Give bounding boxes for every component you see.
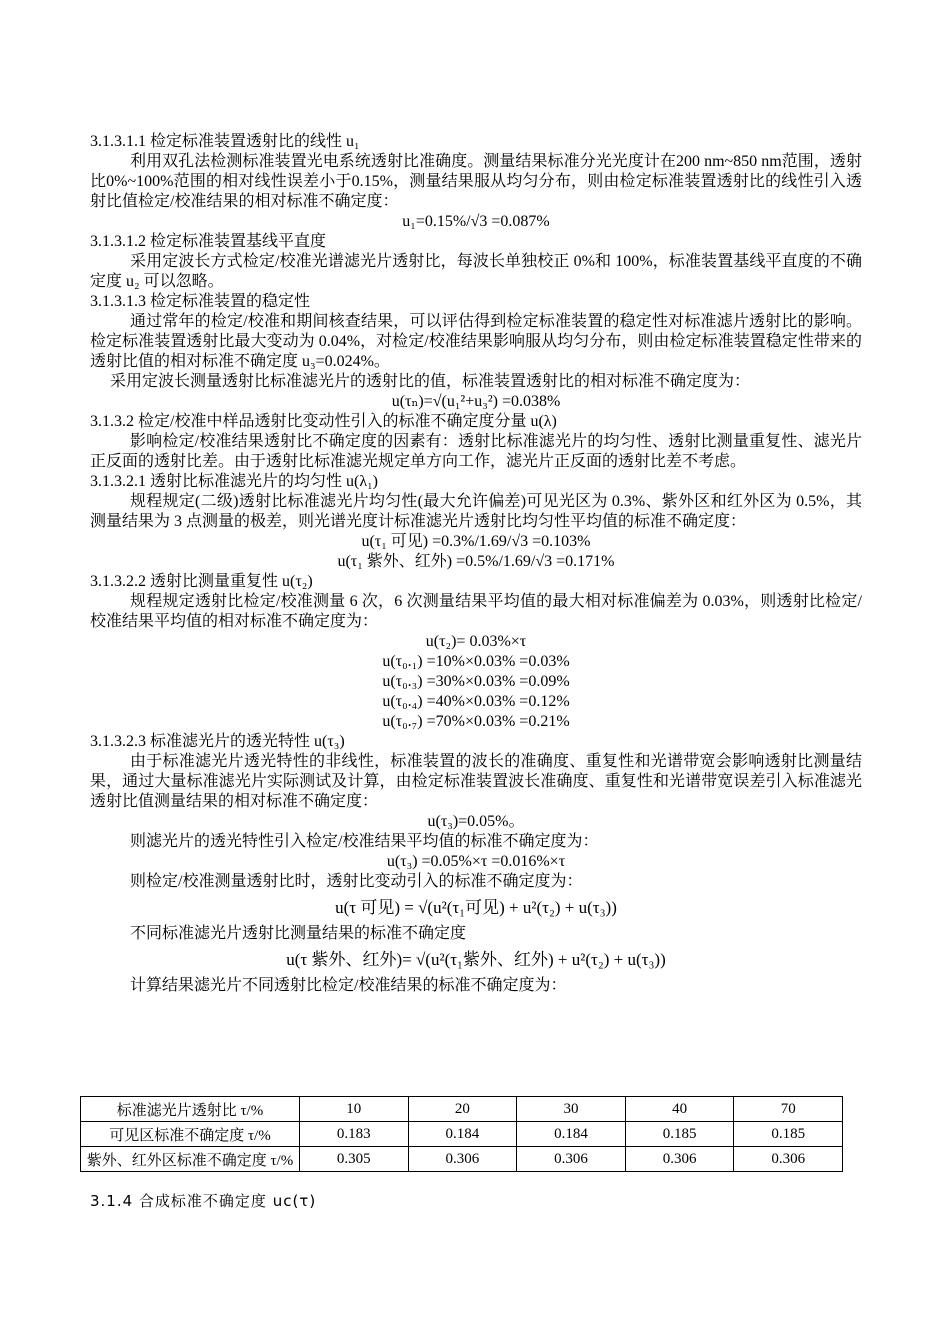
table-cell: 10 (300, 1097, 409, 1122)
uncertainty-table (80, 1096, 843, 1172)
formula-u-tau-0-3: u(τ₀.₃) =30%×0.03% =0.09% (382, 673, 570, 690)
heading-3-1-3-1-1: 3.1.3.1.1 检定标准装置透射比的线性 u₁ (90, 133, 360, 150)
table-row (81, 1122, 843, 1147)
table-cell: 70 (734, 1097, 843, 1122)
table-cell: 0.306 (734, 1147, 843, 1172)
paragraph-repeatability: 规程规定透射比检定/校准测量 6 次，6 次测量结果平均值的最大相对标准偏差为 0.03%，则透射比检定/校准结果平均值的相对标准不确定度为： (90, 593, 862, 630)
paragraph-filter-property: 则滤光片的透光特性引入检定/校准结果平均值的标准不确定度为： (130, 833, 599, 850)
table-cell: 0.185 (734, 1122, 843, 1147)
table-row (81, 1097, 843, 1122)
paragraph-uniformity: 规程规定(二级)透射比标准滤光片均匀性(最大允许偏差)可见光区为 0.3%、紫外区和红外区为 0.5%，其测量结果为 3 点测量的极差，则光谱光度计标准滤光片透射比均匀性平均值的标准不确定度： (90, 493, 862, 530)
paragraph-variation: 则检定/校准测量透射比时，透射比变动引入的标准不确定度为： (130, 873, 583, 890)
paragraph-results: 计算结果滤光片不同透射比检定/校准结果的标准不确定度为： (130, 977, 567, 994)
paragraph-different-filters: 不同标准滤光片透射比测量结果的标准不确定度 (130, 925, 467, 942)
formula-u-tau3-value: u(τ₃)=0.05%。 (427, 813, 525, 830)
table-cell: 0.306 (408, 1147, 517, 1172)
heading-3-1-3-2-3: 3.1.3.2.3 标准滤光片的透光特性 u(τ₃) (90, 733, 345, 750)
table-row (81, 1147, 843, 1172)
paragraph-linearity: 利用双孔法检测标准装置光电系统透射比准确度。测量结果标准分光光度计在200 nm~850 nm范围，透射比0%~100%范围的相对线性误差小于0.15%，测量结果服从均匀分布，则由检定标准装置透射比的线性引入透射比值检定/校准结果的相对标准不确定度： (90, 153, 862, 210)
table-cell: 0.184 (408, 1122, 517, 1147)
heading-3-1-3-1-3: 3.1.3.1.3 检定标准装置的稳定性 (90, 293, 311, 310)
paragraph-baseline: 采用定波长方式检定/校准光谱滤光片透射比，每波长单独校正 0%和 100%，标准装置基线平直度的不确定度 u₂ 可以忽略。 (90, 253, 862, 290)
formula-u-tau-0-4: u(τ₀.₄) =40%×0.03% =0.12% (382, 693, 570, 710)
document-body (90, 132, 862, 996)
formula-u1: u₁=0.15%/√3 =0.087% (402, 213, 550, 230)
formula-u-tau-0-7: u(τ₀.₇) =70%×0.03% =0.21% (382, 713, 570, 730)
formula-u-tau-0-1: u(τ₀.₁) =10%×0.03% =0.03% (382, 653, 570, 670)
table-cell: 0.306 (517, 1147, 626, 1172)
heading-3-1-3-1-2: 3.1.3.1.2 检定标准装置基线平直度 (90, 233, 327, 250)
paragraph-stability: 通过常年的检定/校准和期间核查结果，可以评估得到检定标准装置的稳定性对标准滤片透射比的影响。检定标准装置透射比最大变动为 0.04%，对检定/校准结果影响服从均匀分布，则由检定标准装置稳定性带来的透射比值的相对标准不确定度 u₃=0.024%。 (90, 313, 862, 370)
table-cell: 可见区标准不确定度 τ/% (81, 1122, 300, 1147)
formula-utn: u(τₙ)=√(u₁²+u₃²) =0.038% (391, 393, 561, 410)
formula-u-tau1-visible: u(τ₁ 可见) =0.3%/1.69/√3 =0.103% (361, 533, 591, 550)
paragraph-transmission-property: 由于标准滤光片透光特性的非线性，标准装置的波长的准确度、重复性和光谱带宽会影响透射比测量结果，通过大量标准滤光片实际测试及计算，由检定标准装置波长准确度、重复性和光谱带宽误差引入标准滤光透射比值测量结果的相对标准不确定度： (90, 753, 862, 810)
paragraph-factors: 影响检定/校准结果透射比不确定度的因素有：透射比标准滤光片的均匀性、透射比测量重复性、滤光片正反面的透射比差。由于透射比标准滤光规定单方向工作，滤光片正反面的透射比差不考虑。 (90, 433, 862, 470)
formula-u-tau-visible: u(τ 可见) = √(u²(τ₁可见) + u²(τ₂) + u(τ₃)) (335, 898, 617, 917)
formula-u-tau2: u(τ₂)= 0.03%×τ (425, 633, 527, 650)
table-cell: 0.306 (625, 1147, 734, 1172)
table-cell: 紫外、红外区标准不确定度 τ/% (81, 1147, 300, 1172)
table-cell: 30 (517, 1097, 626, 1122)
heading-3-1-3-2-2: 3.1.3.2.2 透射比测量重复性 u(τ₂) (90, 573, 313, 590)
table-cell: 20 (408, 1097, 517, 1122)
table-cell: 标准滤光片透射比 τ/% (81, 1097, 300, 1122)
table-cell: 0.184 (517, 1122, 626, 1147)
table-cell: 0.305 (300, 1147, 409, 1172)
formula-u-tau-uv-ir: u(τ 紫外、红外)= √(u²(τ₁紫外、红外) + u²(τ₂) + u(τ₃)) (286, 950, 666, 969)
heading-3-1-3-2-1: 3.1.3.2.1 透射比标准滤光片的均匀性 u(λ₁) (90, 473, 378, 490)
paragraph-fixed-wavelength: 采用定波长测量透射比标准滤光片的透射比的值，标准装置透射比的相对标准不确定度为： (110, 373, 751, 390)
table-cell: 40 (625, 1097, 734, 1122)
table-cell: 0.185 (625, 1122, 734, 1147)
table-cell: 0.183 (300, 1122, 409, 1147)
heading-3-1-3-2: 3.1.3.2 检定/校准中样品透射比变动性引入的标准不确定度分量 u(λ) (90, 413, 557, 430)
heading-3-1-4: 3.1.4 合成标准不确定度 uc(τ) (90, 1192, 317, 1210)
formula-u-tau1-uv-ir: u(τ₁ 紫外、红外) =0.5%/1.69/√3 =0.171% (337, 553, 615, 570)
formula-u-tau3: u(τ₃) =0.05%×τ =0.016%×τ (386, 853, 566, 870)
